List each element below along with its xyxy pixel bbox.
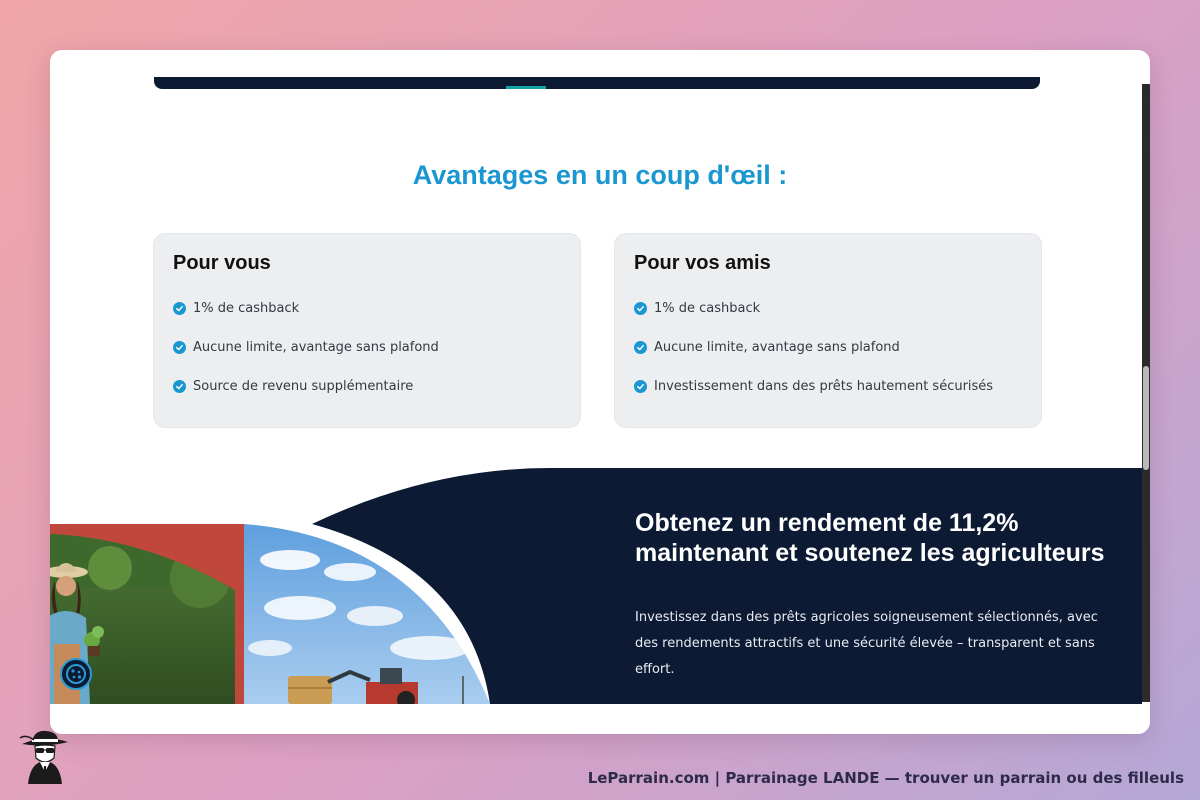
check-circle-icon <box>173 302 186 315</box>
leparrain-logo <box>18 728 72 784</box>
list-item <box>173 376 439 396</box>
benefits-you-list <box>173 298 439 415</box>
cookie-settings-button[interactable] <box>60 658 92 690</box>
benefits-friends-card <box>614 233 1042 428</box>
check-circle-icon <box>634 302 647 315</box>
list-item <box>173 298 439 318</box>
list-item <box>173 337 439 357</box>
benefit-text: Aucune limite, avantage sans plafond <box>193 339 439 355</box>
benefit-text: 1% de cashback <box>654 300 761 316</box>
list-item <box>634 298 993 318</box>
benefit-text: Aucune limite, avantage sans plafond <box>654 339 900 355</box>
benefit-text: 1% de cashback <box>193 300 300 316</box>
promo-description: Investissez dans des prêts agricoles soigneusement sélectionnés, avec des rendements attractifs et une sécurité élevée – transparent et sans effort. <box>635 610 1098 677</box>
benefit-text: Investissement dans des prêts hautement sécurisés <box>654 378 994 394</box>
previous-section-bar <box>154 77 1040 89</box>
benefits-friends-title: Pour vos amis <box>634 252 771 274</box>
cookie-icon <box>65 663 87 685</box>
section-title: Avantages en un coup d'œil : <box>412 160 788 190</box>
promo-section <box>50 468 1142 704</box>
page-scrollbar[interactable] <box>1142 84 1150 702</box>
check-circle-icon <box>634 380 647 393</box>
check-circle-icon <box>634 341 647 354</box>
footer-caption: LeParrain.com | Parrainage LANDE — trouver un parrain ou des filleuls <box>587 769 1184 787</box>
list-item <box>634 376 993 396</box>
check-circle-icon <box>173 341 186 354</box>
list-item <box>634 337 993 357</box>
benefits-you-card <box>153 233 581 428</box>
browser-card <box>50 50 1150 734</box>
benefits-friends-list <box>634 298 993 415</box>
benefits-you-title: Pour vous <box>173 252 271 274</box>
previous-section-accent <box>506 86 546 89</box>
check-circle-icon <box>173 380 186 393</box>
scrollbar-thumb[interactable] <box>1143 366 1149 470</box>
promo-headline: Obtenez un rendement de 11,2% maintenant et soutenez les agriculteurs <box>635 509 1105 567</box>
benefit-text: Source de revenu supplémentaire <box>193 378 414 394</box>
